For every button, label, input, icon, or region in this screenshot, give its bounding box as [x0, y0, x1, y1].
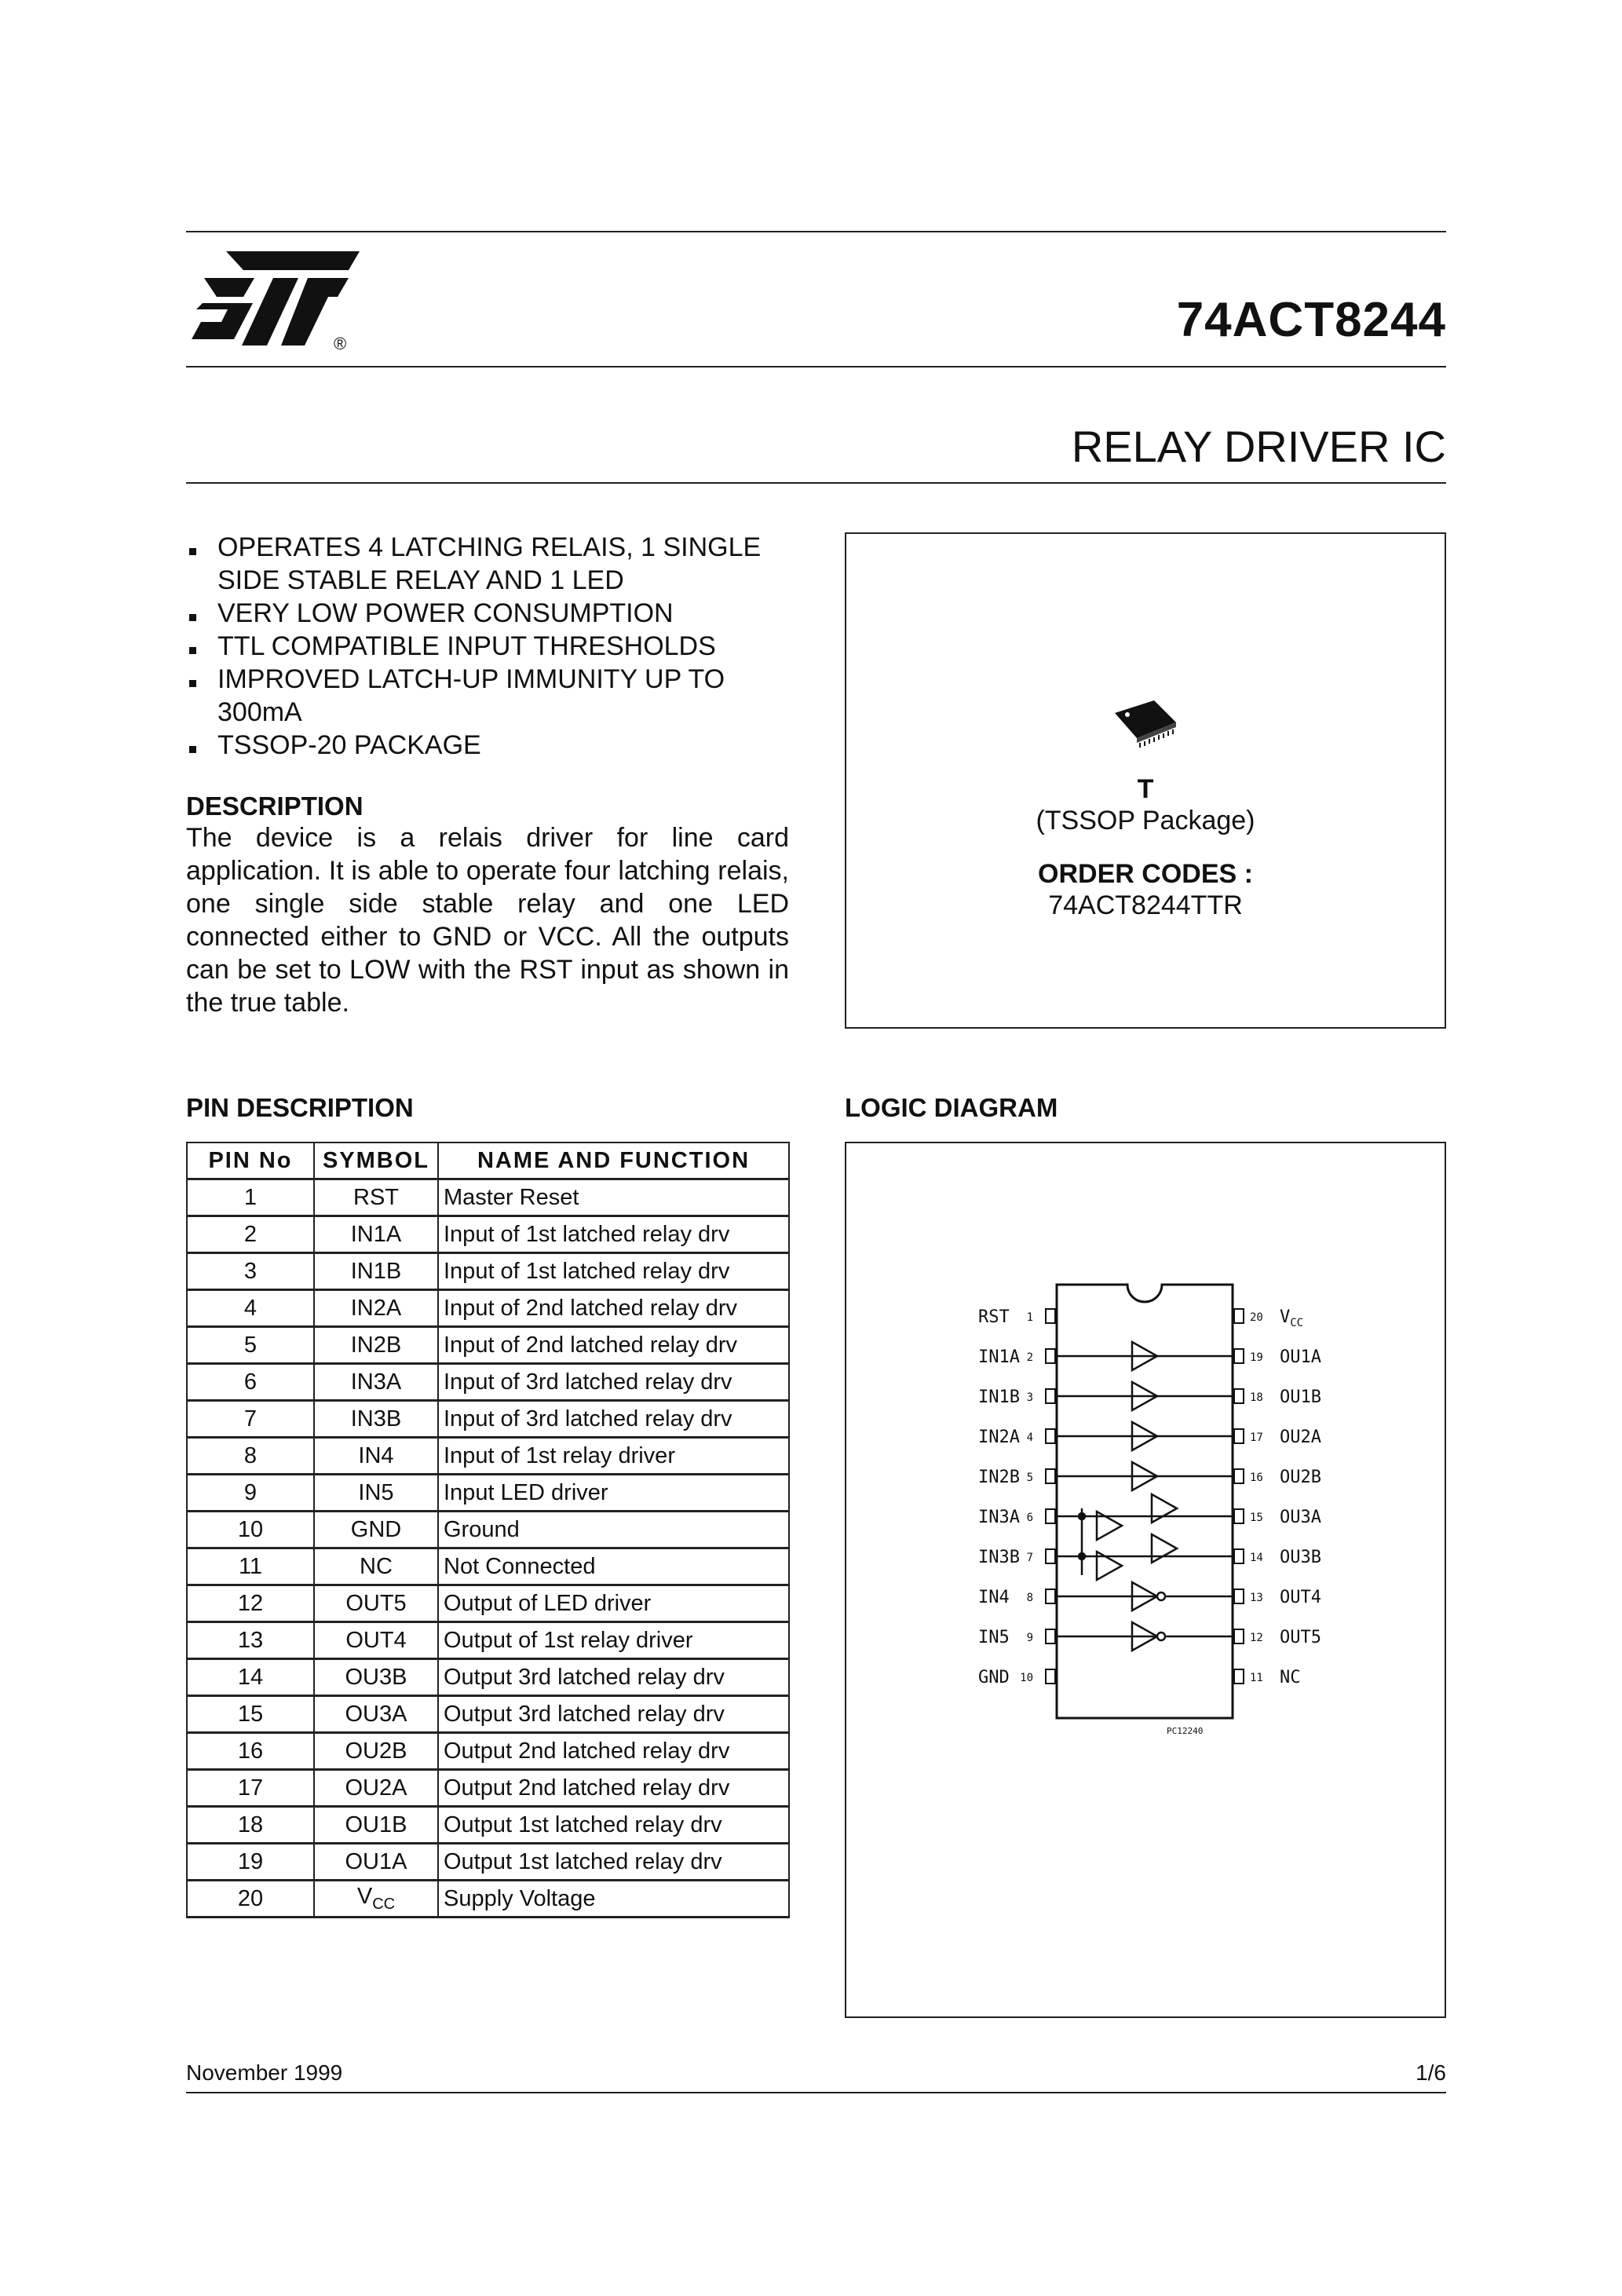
pin-number-cell: 11 — [187, 1548, 314, 1585]
left-pin-label: IN2B — [978, 1468, 1020, 1487]
logic-diagram-box — [845, 1142, 1446, 2018]
pin-lead — [1046, 1429, 1055, 1443]
pin-number-cell: 20 — [187, 1881, 314, 1918]
pin-lead — [1234, 1629, 1244, 1643]
pin-lead — [1234, 1429, 1244, 1443]
right-pin-number: 16 — [1250, 1472, 1263, 1484]
right-pin-label: NC — [1280, 1668, 1301, 1687]
pin-lead — [1234, 1349, 1244, 1363]
pin-symbol-cell: IN4 — [314, 1438, 438, 1475]
right-pin-label: OU1B — [1280, 1387, 1321, 1407]
pin-function-cell: Ground — [438, 1512, 789, 1548]
pin-lead — [1046, 1469, 1055, 1483]
right-pin-number: 14 — [1250, 1552, 1263, 1564]
inverter-bubble-icon — [1157, 1632, 1165, 1640]
pin-function-cell: Input of 1st relay driver — [438, 1438, 789, 1475]
left-pin-number: 8 — [1026, 1592, 1033, 1604]
right-pin-label: OU2A — [1280, 1428, 1321, 1447]
table-row — [187, 1770, 789, 1807]
pin-lead — [1046, 1669, 1055, 1684]
pin-number-cell: 6 — [187, 1364, 314, 1401]
table-row — [187, 1696, 789, 1733]
pin-lead — [1234, 1389, 1244, 1403]
right-pin-label: OUT5 — [1280, 1628, 1321, 1647]
pin-function-cell: Output 2nd latched relay drv — [438, 1770, 789, 1807]
buffer-gate-icon — [1152, 1494, 1177, 1523]
pin-symbol-cell: OUT5 — [314, 1585, 438, 1622]
junction-dot — [1079, 1513, 1085, 1519]
pin-lead — [1046, 1349, 1055, 1363]
left-pin-number: 6 — [1026, 1512, 1033, 1524]
pin-lead — [1046, 1309, 1055, 1323]
left-pin-number: 4 — [1026, 1431, 1033, 1444]
document-subtitle: RELAY DRIVER IC — [1071, 422, 1446, 471]
footer-rule — [186, 2092, 1446, 2093]
right-pin-label: OU1A — [1280, 1347, 1321, 1367]
right-pin-label: OU3A — [1280, 1508, 1321, 1527]
left-pin-label: IN3B — [978, 1548, 1020, 1567]
right-pin-label: OU3B — [1280, 1548, 1321, 1567]
pin-symbol-cell: IN2A — [314, 1290, 438, 1327]
pin-function-cell: Input LED driver — [438, 1475, 789, 1512]
pin-symbol-cell: OU2B — [314, 1733, 438, 1770]
pin-description-heading: PIN DESCRIPTION — [186, 1093, 414, 1122]
right-pin-label: $V_{CC}$ — [1280, 1307, 1304, 1329]
junction-dot — [1079, 1553, 1085, 1559]
order-codes-label: ORDER CODES : — [1038, 859, 1253, 889]
pin-number-cell: 2 — [187, 1216, 314, 1253]
table-row — [187, 1881, 789, 1918]
page-number: 1/6 — [1416, 2060, 1446, 2085]
pin-number-cell: 14 — [187, 1659, 314, 1696]
pin-lead — [1234, 1669, 1244, 1684]
table-row — [187, 1659, 789, 1696]
left-pin-label: IN4 — [978, 1588, 1010, 1607]
right-pin-number: 20 — [1250, 1311, 1263, 1324]
pin-symbol-cell: IN3B — [314, 1401, 438, 1438]
figure-code: PC12240 — [1167, 1726, 1204, 1736]
registered-mark: ® — [334, 334, 347, 353]
feature-item: OPERATES 4 LATCHING RELAIS, 1 SINGLE SIDE STABLE RELAY AND 1 LED — [186, 531, 798, 597]
pin-function-cell: Input of 3rd latched relay drv — [438, 1364, 789, 1401]
pin-number-cell: 17 — [187, 1770, 314, 1807]
right-pin-label: OU2B — [1280, 1468, 1321, 1487]
pin-function-cell: Not Connected — [438, 1548, 789, 1585]
table-row — [187, 1327, 789, 1364]
left-pin-number: 10 — [1020, 1672, 1033, 1684]
logic-diagram — [846, 1143, 1445, 2016]
table-row — [187, 1216, 789, 1253]
feature-item: IMPROVED LATCH-UP IMMUNITY UP TO 300mA — [186, 663, 798, 729]
left-pin-number: 9 — [1026, 1632, 1033, 1644]
left-pin-label: IN5 — [978, 1628, 1010, 1647]
right-pin-number: 15 — [1250, 1512, 1263, 1524]
pin-lead — [1234, 1469, 1244, 1483]
pin-symbol-cell: RST — [314, 1179, 438, 1216]
table-row — [187, 1844, 789, 1881]
pin-table — [186, 1142, 790, 1918]
left-pin-number: 3 — [1026, 1391, 1033, 1404]
logic-diagram-heading: LOGIC DIAGRAM — [845, 1093, 1058, 1122]
pin-function-cell: Output of LED driver — [438, 1585, 789, 1622]
pin-function-cell: Output of 1st relay driver — [438, 1622, 789, 1659]
pin-function-cell: Output 1st latched relay drv — [438, 1807, 789, 1844]
pin-symbol-cell: OU1A — [314, 1844, 438, 1881]
pin-number-cell: 16 — [187, 1733, 314, 1770]
feature-item: VERY LOW POWER CONSUMPTION — [186, 597, 798, 630]
left-pin-number: 7 — [1026, 1552, 1033, 1564]
left-pin-number: 2 — [1026, 1351, 1033, 1364]
table-row — [187, 1401, 789, 1438]
right-pin-number: 17 — [1250, 1431, 1263, 1444]
pin-symbol-cell: OU3A — [314, 1696, 438, 1733]
pin-number-cell: 1 — [187, 1179, 314, 1216]
pin-symbol-cell: IN1A — [314, 1216, 438, 1253]
pin-lead — [1046, 1509, 1055, 1523]
description-text: The device is a relais driver for line card application. It is able to operate four latching relais, one single side stable relay and one LED connected either to GND or VCC. All the outputs can be set to LOW with the RST input as shown in the true table. — [186, 823, 789, 1018]
pin-number-cell: 3 — [187, 1253, 314, 1290]
pin-symbol-cell: IN3A — [314, 1364, 438, 1401]
pin-number-cell: 9 — [187, 1475, 314, 1512]
feature-item: TTL COMPATIBLE INPUT THRESHOLDS — [186, 630, 798, 663]
pin-symbol-cell: NC — [314, 1548, 438, 1585]
pin-lead — [1234, 1589, 1244, 1603]
inverter-bubble-icon — [1157, 1592, 1165, 1600]
pin-lead — [1046, 1389, 1055, 1403]
pin-lead — [1046, 1629, 1055, 1643]
table-row — [187, 1807, 789, 1844]
pin-symbol-cell: IN2B — [314, 1327, 438, 1364]
table-row — [187, 1290, 789, 1327]
right-pin-number: 11 — [1250, 1672, 1263, 1684]
pin-symbol-cell: $V_{CC}$ — [314, 1881, 438, 1918]
pin-function-cell: Supply Voltage — [438, 1881, 789, 1918]
column-header: PIN No — [187, 1143, 314, 1179]
pin-number-cell: 8 — [187, 1438, 314, 1475]
right-pin-number: 12 — [1250, 1632, 1263, 1644]
feature-item: TSSOP-20 PACKAGE — [186, 729, 798, 762]
pin-number-cell: 15 — [187, 1696, 314, 1733]
table-header-row — [187, 1143, 789, 1179]
top-rule — [186, 231, 1446, 232]
table-row — [187, 1733, 789, 1770]
left-pin-label: RST — [978, 1307, 1010, 1327]
pin-symbol-cell: OUT4 — [314, 1622, 438, 1659]
buffer-gate-icon — [1152, 1534, 1177, 1563]
description-heading: DESCRIPTION — [186, 792, 363, 821]
pin-function-cell: Output 1st latched relay drv — [438, 1844, 789, 1881]
pin-lead — [1234, 1509, 1244, 1523]
pin-lead — [1234, 1549, 1244, 1563]
pin-symbol-cell: IN1B — [314, 1253, 438, 1290]
pin-function-cell: Output 3rd latched relay drv — [438, 1659, 789, 1696]
left-pin-label: IN2A — [978, 1428, 1020, 1447]
right-pin-number: 19 — [1250, 1351, 1263, 1364]
pin-function-cell: Input of 2nd latched relay drv — [438, 1327, 789, 1364]
pin-number-cell: 19 — [187, 1844, 314, 1881]
left-pin-label: IN3A — [978, 1508, 1020, 1527]
pin-number-cell: 12 — [187, 1585, 314, 1622]
pin-symbol-cell: GND — [314, 1512, 438, 1548]
left-pin-number: 5 — [1026, 1472, 1033, 1484]
right-pin-number: 18 — [1250, 1391, 1263, 1404]
pin-number-cell: 18 — [187, 1807, 314, 1844]
pin-function-cell: Input of 3rd latched relay drv — [438, 1401, 789, 1438]
column-header: SYMBOL — [314, 1143, 438, 1179]
table-row — [187, 1585, 789, 1622]
right-pin-number: 13 — [1250, 1592, 1263, 1604]
left-pin-number: 1 — [1026, 1311, 1033, 1324]
table-row — [187, 1364, 789, 1401]
footer-date: November 1999 — [186, 2060, 343, 2085]
order-code: 74ACT8244TTR — [1048, 890, 1243, 920]
package-box — [845, 532, 1446, 1029]
pin-function-cell: Master Reset — [438, 1179, 789, 1216]
left-pin-label: GND — [978, 1668, 1010, 1687]
pin-lead — [1046, 1589, 1055, 1603]
pin-symbol-cell: OU3B — [314, 1659, 438, 1696]
pin-number-cell: 10 — [187, 1512, 314, 1548]
left-pin-label: IN1A — [978, 1347, 1020, 1367]
header-rule — [186, 366, 1446, 367]
package-letter: T — [1137, 774, 1154, 804]
left-pin-label: IN1B — [978, 1387, 1020, 1407]
package-name: (TSSOP Package) — [1036, 806, 1255, 835]
feature-list — [186, 531, 798, 762]
pin-number-cell: 5 — [187, 1327, 314, 1364]
pin-lead — [1046, 1549, 1055, 1563]
pin-number-cell: 13 — [187, 1622, 314, 1659]
table-row — [187, 1512, 789, 1548]
table-row — [187, 1622, 789, 1659]
pin-function-cell: Output 2nd latched relay drv — [438, 1733, 789, 1770]
subtitle-rule — [186, 482, 1446, 484]
table-row — [187, 1179, 789, 1216]
pin-function-cell: Input of 1st latched relay drv — [438, 1216, 789, 1253]
pin-number-cell: 7 — [187, 1401, 314, 1438]
pin-function-cell: Input of 2nd latched relay drv — [438, 1290, 789, 1327]
pin-symbol-cell: IN5 — [314, 1475, 438, 1512]
table-row — [187, 1548, 789, 1585]
pin-function-cell: Input of 1st latched relay drv — [438, 1253, 789, 1290]
pin-lead — [1234, 1309, 1244, 1323]
pin-function-cell: Output 3rd latched relay drv — [438, 1696, 789, 1733]
part-number: 74ACT8244 — [1176, 293, 1446, 347]
table-row — [187, 1253, 789, 1290]
tssop-package-icon — [1110, 696, 1181, 751]
pin-symbol-cell: OU1B — [314, 1807, 438, 1844]
column-header: NAME AND FUNCTION — [438, 1143, 789, 1179]
table-row — [187, 1438, 789, 1475]
table-row — [187, 1475, 789, 1512]
right-pin-label: OUT4 — [1280, 1588, 1321, 1607]
pin-number-cell: 4 — [187, 1290, 314, 1327]
pin-symbol-cell: OU2A — [314, 1770, 438, 1807]
